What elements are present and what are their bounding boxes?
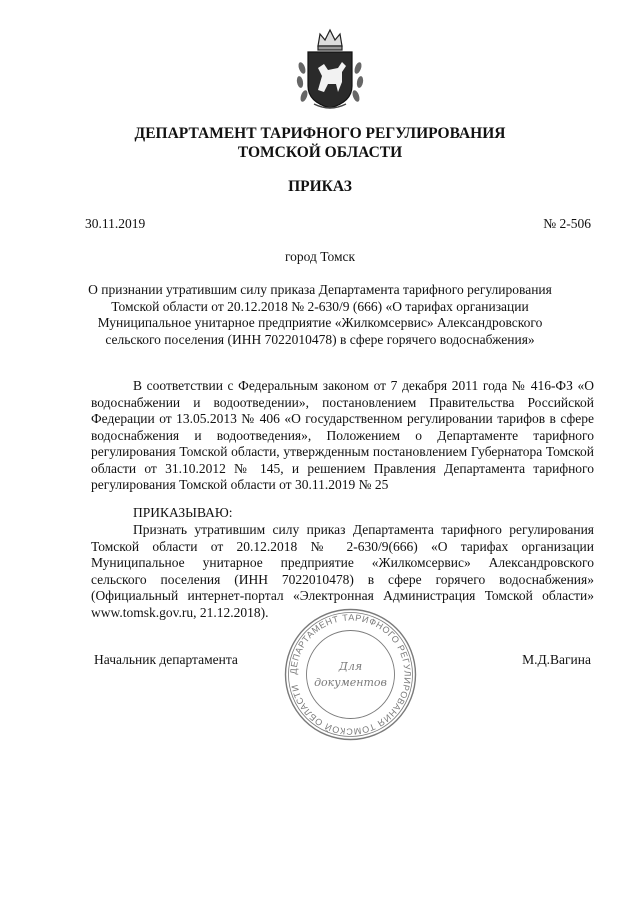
subject-line: Томской области от 20.12.2018 № 2-630/9 (666) «О тарифах организации	[111, 298, 529, 314]
signatory-position: Начальник департамента	[94, 652, 238, 667]
subject-line: сельского поселения (ИНН 7022010478) в сфере горячего водоснабжения»	[105, 331, 535, 347]
subject-line: О признании утратившим силу приказа Департамента тарифного регулирования	[88, 282, 552, 297]
document-type: ПРИКАЗ	[288, 178, 352, 195]
order-date: 30.11.2019	[85, 216, 146, 231]
signatory-name: М.Д.Вагина	[522, 652, 591, 667]
order-subject	[80, 282, 560, 348]
order-number: № 2-506	[543, 216, 591, 231]
official-stamp	[283, 607, 418, 742]
department-title-line2: ТОМСКОЙ ОБЛАСТИ	[237, 144, 403, 161]
preamble-paragraph: В соответствии с Федеральным законом от 7 декабря 2011 года № 416-ФЗ «О водоснабжении и водоотведении», постановлением Правительства Российской Федерации от 13.05.2013 № 406 «О государственном регулировании тарифов в сфере водоснабжения и водоотведения», Положением о Департаменте тарифного регулирования Томской области, утвержденным постановлением Губернатора Томской области от 31.10.2012 № 145, и решением Правления Департамента тарифного регулирования Томской области от 30.11.2019 № 25	[91, 378, 594, 492]
order-keyword: ПРИКАЗЫВАЮ:	[133, 505, 233, 520]
department-title-line1: ДЕПАРТАМЕНТ ТАРИФНОГО РЕГУЛИРОВАНИЯ	[134, 125, 506, 142]
stamp-center-line1: Для	[338, 660, 363, 673]
subject-line: Муниципальное унитарное предприятие «Жилкомсервис» Александровского	[97, 315, 543, 330]
svg-text:ДЕПАРТАМЕНТ ТАРИФНОГО РЕГУЛИРО	[288, 612, 412, 736]
stamp-center-line2: документов	[314, 676, 387, 689]
city-name: город Томск	[284, 249, 356, 264]
stamp-ring-text: ДЕПАРТАМЕНТ ТАРИФНОГО РЕГУЛИРОВАНИЯ ТОМСКОЙ ОБЛАСТИ	[288, 612, 413, 737]
coat-of-arms-emblem	[294, 28, 366, 112]
order-text: Признать утратившим силу приказ Департамента тарифного регулирования Томской области от 20.12.2018 № 2-630/9(666) «О тарифах организации Муниципальное унитарное предприятие «Жилкомсервис» Александровского сельского поселения (ИНН 7022010478) в сфере горячего водоснабжения» (Официальный интернет-портал «Электронная Администрация Томской области» www.tomsk.gov.ru, 21.12.2018).	[91, 522, 594, 620]
